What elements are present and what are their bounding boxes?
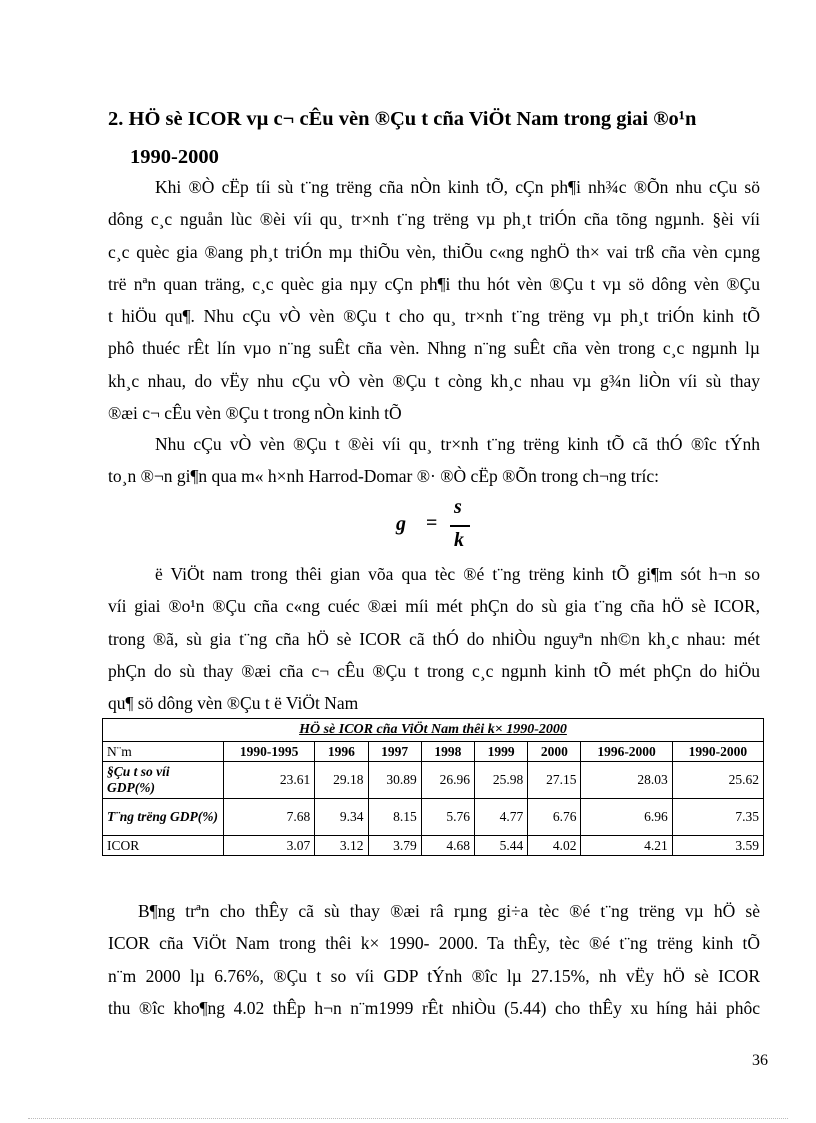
column-header: 1990-2000 bbox=[672, 742, 763, 762]
page-bottom-divider bbox=[28, 1118, 788, 1119]
column-header: 1999 bbox=[474, 742, 527, 762]
table-row bbox=[103, 762, 764, 799]
paragraph-line: phô thuéc rÊt lín vµo n¨ng suÊt cña vèn. Nhng n¨ng suÊt cña vèn trong c¸c ngµnh lµ bbox=[108, 338, 760, 359]
paragraph-2 bbox=[108, 428, 760, 493]
paragraph-line: c¸c quèc gia ®ang ph¸t triÓn mµ thiÕu vèn, thiÕu c«ng nghÖ th× vai trß cña vèn cµng bbox=[108, 241, 760, 262]
paragraph-line: dông c¸c nguån lùc ®èi víi qu¸ tr×nh t¨ng trëng vµ ph¸t triÓn cña tõng ngµnh. §èi víi bbox=[108, 209, 760, 230]
table-cell: 28.03 bbox=[581, 762, 672, 799]
table-cell: 9.34 bbox=[315, 799, 368, 836]
paragraph-3 bbox=[108, 558, 760, 719]
table-cell: 8.15 bbox=[368, 799, 421, 836]
column-header: 2000 bbox=[528, 742, 581, 762]
table-row bbox=[103, 799, 764, 836]
formula-denominator: k bbox=[454, 529, 464, 551]
table-cell: 25.62 bbox=[672, 762, 763, 799]
table-cell: 30.89 bbox=[368, 762, 421, 799]
paragraph-line: thu ®îc kho¶ng 4.02 thÊp h¬n n¨m1999 rÊt nhiÒu (5.44) cho thÊy xu híng hải phôc bbox=[108, 997, 760, 1018]
paragraph-1 bbox=[108, 171, 760, 429]
table-cell: 7.35 bbox=[672, 799, 763, 836]
table-cell: 29.18 bbox=[315, 762, 368, 799]
paragraph-line: víi giai ®o¹n ®Çu cña c«ng cuéc ®æi míi mét phÇn do sù gia t¨ng cña hÖ sè ICOR, bbox=[108, 596, 760, 617]
paragraph-line: Khi ®Ò cËp tíi sù t¨ng trëng cña nÒn kinh tÕ, cÇn ph¶i nh¾c ®Õn nhu cÇu sö bbox=[155, 177, 760, 197]
paragraph-line: to¸n ®¬n gi¶n qua m« h×nh Harrod-Domar ®· ®Ò cËp ®Õn trong ch¬ng tríc: bbox=[108, 466, 659, 487]
table-cell: 6.76 bbox=[528, 799, 581, 836]
formula-lhs: g bbox=[396, 513, 406, 535]
column-header: 1996 bbox=[315, 742, 368, 762]
icor-table bbox=[102, 718, 764, 856]
table-cell: 25.98 bbox=[474, 762, 527, 799]
paragraph-line: n¨m 2000 lµ 6.76%, ®Çu t so víi GDP tÝnh ®îc lµ 27.15%, nh vËy hÖ sè ICOR bbox=[108, 965, 760, 986]
table-caption: HÖ sè ICOR cña ViÖt Nam thêi k× 1990-2000 bbox=[103, 719, 764, 742]
table-cell: 4.77 bbox=[474, 799, 527, 836]
table-cell: 3.59 bbox=[672, 836, 763, 856]
column-header: 1996-2000 bbox=[581, 742, 672, 762]
paragraph-line: t hiÖu qu¶. Nhu cÇu vÒ vèn ®Çu t cho qu¸ tr×nh t¨ng trëng vµ ph¸t triÓn kinh tÕ bbox=[108, 306, 760, 327]
table-cell: 3.07 bbox=[224, 836, 315, 856]
table-cell: 3.79 bbox=[368, 836, 421, 856]
table-cell: 26.96 bbox=[421, 762, 474, 799]
table-cell: 3.12 bbox=[315, 836, 368, 856]
paragraph-line: trong ®ã, sù gia t¨ng cña hÖ sè ICOR cã thÓ do nhiÒu nguyªn nh©n kh¸c nhau: mét bbox=[108, 628, 760, 649]
paragraph-line: ®æi c¬ cÊu vèn ®Çu t trong nÒn kinh tÕ bbox=[108, 403, 402, 424]
formula-numerator: s bbox=[454, 496, 462, 518]
paragraph-line: ë ViÖt nam trong thêi gian võa qua tèc ®é t¨ng trëng kinh tÕ gi¶m sót h¬n so bbox=[155, 564, 760, 584]
table-cell: 5.76 bbox=[421, 799, 474, 836]
table-row bbox=[103, 836, 764, 856]
table-cell: 4.02 bbox=[528, 836, 581, 856]
table-cell: 27.15 bbox=[528, 762, 581, 799]
paragraph-line: kh¸c nhau, do vËy nhu cÇu vÒ vèn ®Çu t còng kh¸c nhau vµ g¾n liÒn víi sù thay bbox=[108, 370, 760, 391]
table-header-row bbox=[103, 742, 764, 762]
paragraph-line: B¶ng trªn cho thÊy cã sù thay ®æi râ rµng gi÷a tèc ®é t¨ng trëng vµ hÖ sè bbox=[138, 901, 760, 921]
paragraph-line: trë nªn quan träng, c¸c quèc gia nµy cÇn ph¶i thu hót vèn ®Çu t vµ sö dông vèn ®Çu bbox=[108, 273, 760, 294]
table-cell: 7.68 bbox=[224, 799, 315, 836]
row-label: §Çu t so víi GDP(%) bbox=[103, 762, 224, 799]
harrod-domar-formula bbox=[388, 496, 488, 558]
paragraph-line: Nhu cÇu vÒ vèn ®Çu t ®èi víi qu¸ tr×nh t¨ng trëng kinh tÕ cã thÓ ®îc tÝnh bbox=[155, 434, 760, 454]
table-cell: 4.68 bbox=[421, 836, 474, 856]
section-heading bbox=[108, 100, 788, 176]
column-header: 1990-1995 bbox=[224, 742, 315, 762]
column-header: 1997 bbox=[368, 742, 421, 762]
section-heading-line-1: 2. HÖ sè ICOR vµ c¬ cÊu vèn ®Çu t cña ViÖt Nam trong giai ®o¹n bbox=[108, 108, 697, 130]
section-heading-line-2: 1990-2000 bbox=[130, 146, 219, 168]
column-header: 1998 bbox=[421, 742, 474, 762]
fraction-bar bbox=[450, 525, 470, 527]
paragraph-4 bbox=[108, 895, 760, 1024]
paragraph-line: qu¶ sö dông vèn ®Çu t ë ViÖt Nam bbox=[108, 693, 359, 714]
row-label: T¨ng trëng GDP(%) bbox=[103, 799, 224, 836]
page-number: 36 bbox=[752, 1052, 768, 1069]
paragraph-line: ICOR cña ViÖt Nam trong thêi k× 1990- 2000. Ta thÊy, tèc ®é t¨ng trëng kinh tÕ bbox=[108, 933, 760, 954]
table-cell: 5.44 bbox=[474, 836, 527, 856]
header-label: N¨m bbox=[103, 742, 224, 762]
table-cell: 6.96 bbox=[581, 799, 672, 836]
table-cell: 4.21 bbox=[581, 836, 672, 856]
table-cell: 23.61 bbox=[224, 762, 315, 799]
formula-equals: = bbox=[426, 512, 438, 534]
row-label: ICOR bbox=[103, 836, 224, 856]
paragraph-line: phÇn do sù thay ®æi cña c¬ cÊu ®Çu t trong c¸c ngµnh kinh tÕ mét phÇn do hiÖu bbox=[108, 660, 760, 681]
